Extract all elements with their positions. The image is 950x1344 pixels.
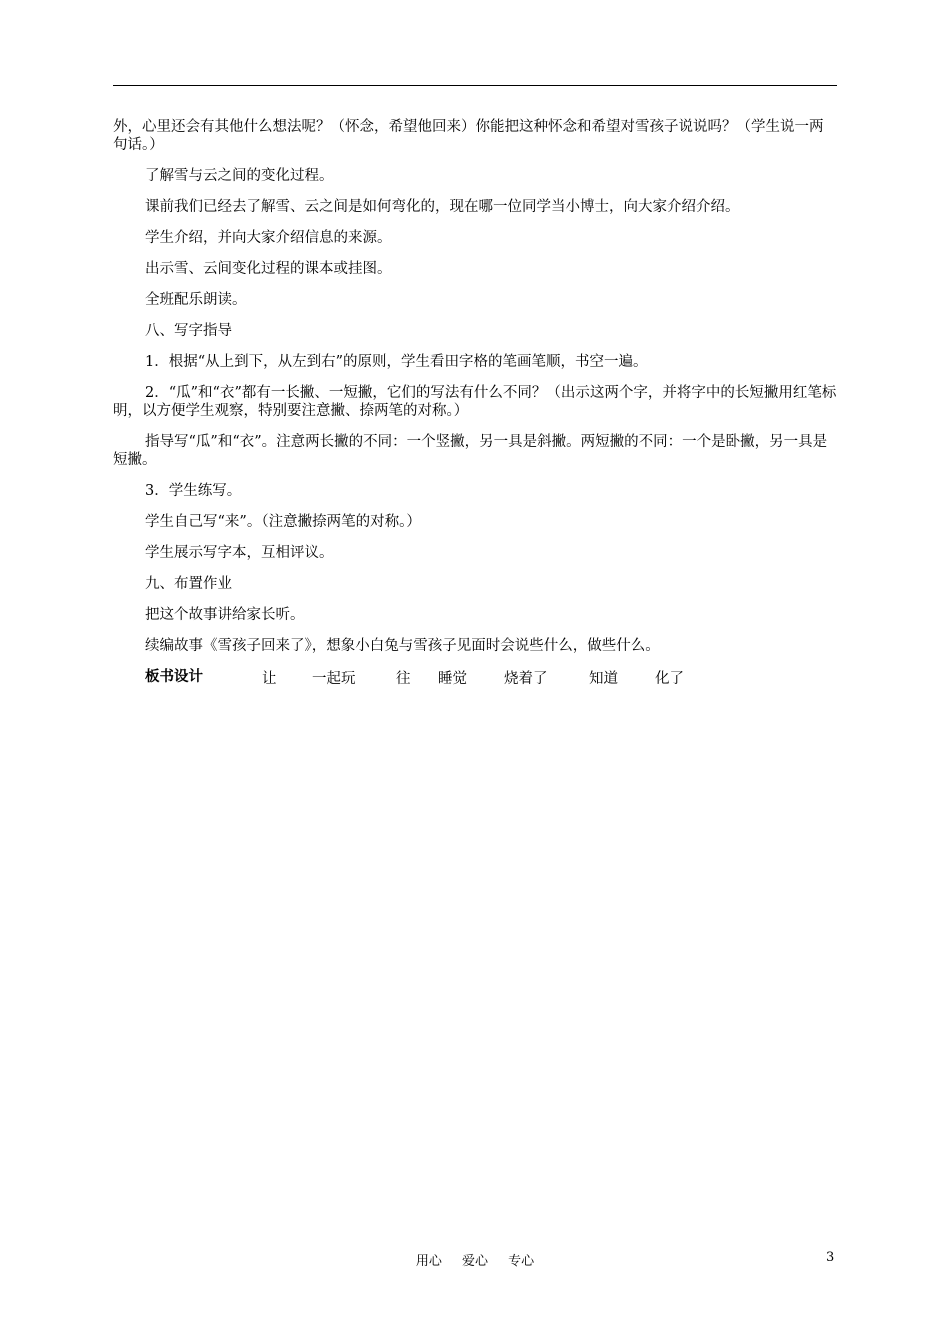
board-heading: 板书设计	[145, 669, 203, 685]
paragraph: 学生展示写字本，互相评议。	[145, 545, 334, 561]
paragraph: 全班配乐朗读。	[145, 292, 247, 308]
header-rule	[113, 85, 837, 86]
paragraph: 指导写“瓜”和“衣”。注意两长撇的不同：一个竖撇，另一具是斜撇。两短撇的不同：一个是卧撇，另一具是短撇。	[113, 434, 828, 468]
paragraph: 把这个故事讲给家长听。	[145, 607, 305, 623]
board-word: 睡觉	[438, 671, 467, 687]
board-word: 一起玩	[312, 671, 356, 687]
paragraph: 1．根据“从上到下，从左到右”的原则，学生看田字格的笔画笔顺，书空一遍。	[145, 354, 648, 370]
document-body	[113, 118, 837, 699]
paragraph: 续编故事《雪孩子回来了》，想象小白兔与雪孩子见面时会说些什么，做些什么。	[145, 638, 660, 654]
footer-word: 用心	[415, 1254, 442, 1269]
board-word: 烧着了	[504, 671, 548, 687]
footer-word: 专心	[508, 1254, 535, 1269]
paragraph: 学生自己写“来”。（注意撇捺两笔的对称。）	[145, 514, 421, 530]
board-word: 化了	[655, 671, 684, 687]
footer-motto	[0, 1250, 950, 1269]
section-heading: 八、写字指导	[145, 323, 232, 339]
board-word: 让	[262, 671, 277, 687]
section-heading: 九、布置作业	[145, 576, 232, 592]
paragraph: 学生介绍，并向大家介绍信息的来源。	[145, 230, 392, 246]
board-word: 知道	[589, 671, 618, 687]
paragraph: 出示雪、云间变化过程的课本或挂图。	[145, 261, 392, 277]
paragraph: 3．学生练写。	[145, 483, 242, 499]
paragraph: 课前我们已经去了解雪、云之间是如何弯化的，现在哪一位同学当小博士，向大家介绍介绍。	[145, 199, 740, 215]
footer-word: 爱心	[461, 1254, 488, 1269]
paragraph: 了解雪与云之间的变化过程。	[145, 168, 334, 184]
paragraph: 外，心里还会有其他什么想法呢？（怀念，希望他回来）你能把这种怀念和希望对雪孩子说说吗？（学生说一两句话。）	[113, 119, 824, 153]
page-number: 3	[826, 1250, 835, 1265]
paragraph: 2．“瓜”和“衣”都有一长撇、一短撇，它们的写法有什么不同？（出示这两个字，并将字中的长短撇用红笔标明，以方便学生观察，特别要注意撇、捺两笔的对称。）	[113, 385, 837, 419]
board-word: 往	[396, 671, 411, 687]
